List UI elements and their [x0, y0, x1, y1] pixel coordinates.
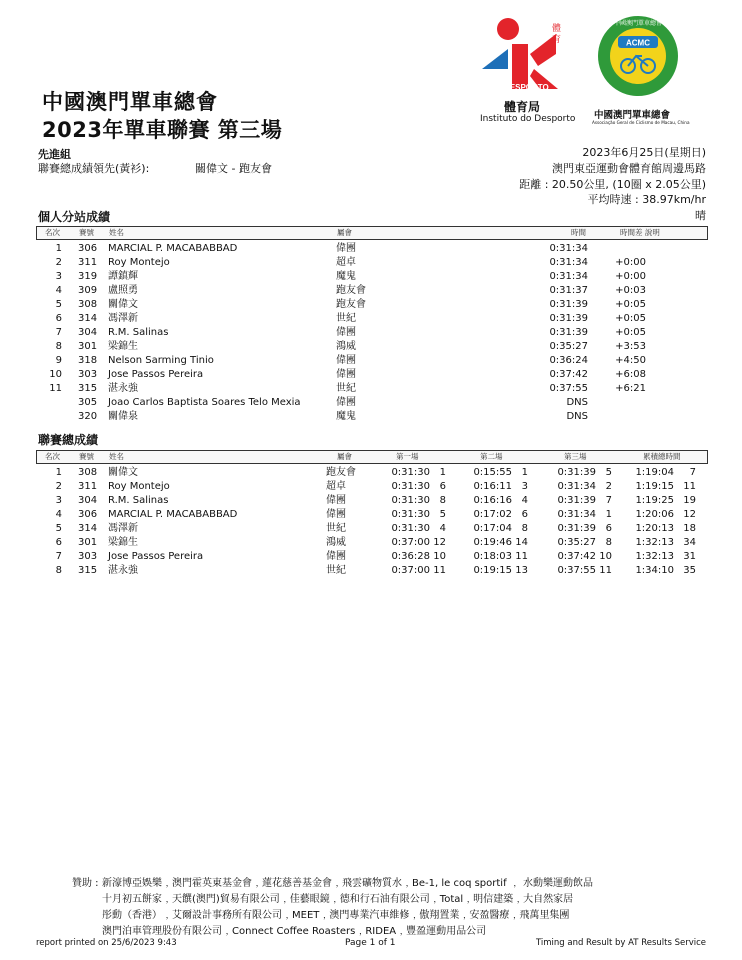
- club-cell: 偉團: [326, 509, 346, 520]
- time-cell: 0:37:55: [549, 383, 588, 394]
- club-cell: 偉團: [326, 495, 346, 506]
- rank-cell: 6: [55, 313, 62, 324]
- club-cell: 跑友會: [336, 285, 366, 296]
- table-row: [36, 382, 706, 396]
- rank-cell: 5: [55, 523, 62, 534]
- individual-header-row: [36, 226, 708, 240]
- col-club: 屬會: [337, 228, 352, 237]
- bib-cell: 304: [78, 495, 98, 506]
- acmc-emblem-icon: [592, 14, 684, 102]
- col-rank: 名次: [45, 228, 60, 237]
- table-row: [36, 326, 706, 340]
- bib-cell: 301: [78, 537, 98, 548]
- round3-place-cell: 6: [605, 523, 612, 534]
- table-row: [36, 312, 706, 326]
- col-round1: 第一場: [396, 452, 419, 461]
- gap-cell: +3:53: [615, 341, 646, 352]
- gap-cell: +0:00: [615, 271, 646, 282]
- col-rank: 名次: [45, 452, 60, 461]
- name-cell: Roy Montejo: [108, 257, 170, 268]
- bib-cell: 309: [78, 285, 98, 296]
- col-gap: 時間差 說明: [620, 228, 660, 237]
- total-time-cell: 1:32:13: [635, 551, 674, 562]
- round2-place-cell: 11: [515, 551, 528, 562]
- bib-cell: 301: [78, 341, 98, 352]
- round2-place-cell: 14: [515, 537, 528, 548]
- col-total: 累積總時間: [643, 452, 681, 461]
- gap-cell: +0:05: [615, 313, 646, 324]
- name-cell: MARCIAL P. MACABABBAD: [108, 509, 238, 520]
- bib-cell: 308: [78, 467, 98, 478]
- name-cell: 馮澤新: [108, 523, 138, 534]
- name-cell: 馮澤新: [108, 313, 138, 324]
- sponsor-line: 彤動（香港）﹐艾爾設計事務所有限公司﹐MEET﹐澳門專業汽車維修﹐傲翔置業﹐安盈醫療﹐飛萬里集團: [102, 910, 570, 921]
- name-cell: 關偉泉: [108, 411, 138, 422]
- leader-value: 關偉文 - 跑友會: [195, 162, 272, 175]
- sponsor-label: 贊助 :: [72, 878, 99, 889]
- league-header-row: [36, 450, 708, 464]
- table-row: [36, 396, 706, 410]
- round3-time-cell: 0:37:55: [557, 565, 596, 576]
- table-row: [36, 270, 706, 284]
- name-cell: 關偉文: [108, 467, 138, 478]
- time-cell: 0:31:37: [549, 285, 588, 296]
- rank-cell: 10: [49, 369, 62, 380]
- total-time-cell: 1:32:13: [635, 537, 674, 548]
- club-cell: 魔鬼: [336, 411, 356, 422]
- rank-cell: 6: [55, 537, 62, 548]
- club-cell: 世紀: [326, 565, 346, 576]
- round3-place-cell: 2: [605, 481, 612, 492]
- rank-cell: 4: [55, 285, 62, 296]
- round3-time-cell: 0:31:34: [557, 509, 596, 520]
- report-printed: report printed on 25/6/2023 9:43: [36, 938, 177, 948]
- round3-time-cell: 0:31:39: [557, 467, 596, 478]
- time-cell: DNS: [566, 397, 588, 408]
- desporto-vertical-label: 體育: [552, 24, 562, 45]
- round3-place-cell: 5: [605, 467, 612, 478]
- round1-place-cell: 4: [439, 523, 446, 534]
- round3-place-cell: 10: [599, 551, 612, 562]
- bib-cell: 306: [78, 243, 98, 254]
- total-time-cell: 1:34:10: [635, 565, 674, 576]
- time-cell: 0:31:39: [549, 299, 588, 310]
- group-label: 先進組: [38, 148, 71, 161]
- rank-cell: 5: [55, 299, 62, 310]
- total-points-cell: 18: [683, 523, 696, 534]
- sponsor-line: 十月初五餅家﹐天饌(澳門)貿易有限公司﹐佳藝眼鏡﹐德和行石油有限公司﹐Total﹐明信建築﹐大自然家居: [102, 894, 574, 905]
- round3-place-cell: 8: [605, 537, 612, 548]
- round2-place-cell: 6: [521, 509, 528, 520]
- col-name: 姓名: [109, 452, 124, 461]
- table-row: [36, 564, 706, 578]
- rank-cell: 4: [55, 509, 62, 520]
- name-cell: 湛永強: [108, 383, 138, 394]
- table-row: [36, 298, 706, 312]
- round1-time-cell: 0:31:30: [391, 509, 430, 520]
- total-points-cell: 12: [683, 509, 696, 520]
- col-round3: 第三場: [564, 452, 587, 461]
- total-points-cell: 34: [683, 537, 696, 548]
- club-cell: 偉團: [336, 397, 356, 408]
- name-cell: 盧照勇: [108, 285, 138, 296]
- round3-time-cell: 0:37:42: [557, 551, 596, 562]
- table-row: [36, 368, 706, 382]
- bib-cell: 311: [78, 257, 98, 268]
- table-row: [36, 284, 706, 298]
- club-cell: 跑友會: [326, 467, 356, 478]
- col-time: 時間: [571, 228, 586, 237]
- title-line-2: 2023年單車聯賽 第三場: [42, 118, 283, 142]
- name-cell: 梁錦生: [108, 537, 138, 548]
- total-points-cell: 31: [683, 551, 696, 562]
- rank-cell: 1: [55, 243, 62, 254]
- race-date: 2023年6月25日(星期日): [582, 146, 706, 159]
- round2-time-cell: 0:15:55: [473, 467, 512, 478]
- acmc-name-cn: 中國澳門單車總會: [594, 110, 671, 121]
- total-points-cell: 7: [689, 467, 696, 478]
- acmc-logo: [592, 14, 690, 125]
- total-time-cell: 1:19:15: [635, 481, 674, 492]
- round2-time-cell: 0:19:15: [473, 565, 512, 576]
- rank-cell: 1: [55, 467, 62, 478]
- table-row: [36, 494, 706, 508]
- round1-time-cell: 0:37:00: [391, 565, 430, 576]
- time-cell: 0:31:39: [549, 327, 588, 338]
- table-row: [36, 480, 706, 494]
- table-row: [36, 550, 706, 564]
- round2-place-cell: 1: [521, 467, 528, 478]
- club-cell: 超卓: [336, 257, 356, 268]
- rank-cell: 11: [49, 383, 62, 394]
- bib-cell: 303: [78, 369, 98, 380]
- round3-time-cell: 0:35:27: [557, 537, 596, 548]
- name-cell: Roy Montejo: [108, 481, 170, 492]
- round1-place-cell: 12: [433, 537, 446, 548]
- club-cell: 偉團: [336, 327, 356, 338]
- bib-cell: 320: [78, 411, 98, 422]
- club-cell: 偉團: [336, 243, 356, 254]
- race-avg-speed: 平均時速 : 38.97km/hr: [587, 193, 706, 206]
- name-cell: Joao Carlos Baptista Soares Telo Mexia: [108, 397, 301, 408]
- club-cell: 偉團: [336, 355, 356, 366]
- bib-cell: 308: [78, 299, 98, 310]
- round1-place-cell: 1: [439, 467, 446, 478]
- round2-time-cell: 0:17:04: [473, 523, 512, 534]
- rank-cell: 3: [55, 495, 62, 506]
- rank-cell: 2: [55, 481, 62, 492]
- table-row: [36, 508, 706, 522]
- round3-time-cell: 0:31:34: [557, 481, 596, 492]
- table-row: [36, 242, 706, 256]
- round2-time-cell: 0:16:11: [473, 481, 512, 492]
- bib-cell: 315: [78, 565, 98, 576]
- bib-cell: 314: [78, 523, 98, 534]
- name-cell: R.M. Salinas: [108, 495, 169, 506]
- table-row: [36, 410, 706, 424]
- sponsor-line: 澳門泊車管理股份有限公司﹐Connect Coffee Roasters﹐RIDEA﹐豐盈運動用品公司: [102, 926, 487, 937]
- rank-cell: 9: [55, 355, 62, 366]
- name-cell: Jose Passos Pereira: [108, 369, 204, 380]
- leader-label: 聯賽總成績領先(黃衫):: [38, 162, 150, 175]
- round1-place-cell: 6: [439, 481, 446, 492]
- table-row: [36, 354, 706, 368]
- title-line-1: 中國澳門單車總會: [42, 90, 218, 114]
- time-cell: 0:31:34: [549, 271, 588, 282]
- time-cell: DNS: [566, 411, 588, 422]
- round2-time-cell: 0:17:02: [473, 509, 512, 520]
- rank-cell: 2: [55, 257, 62, 268]
- time-cell: 0:35:27: [549, 341, 588, 352]
- name-cell: Nelson Sarming Tinio: [108, 355, 214, 366]
- round1-place-cell: 5: [439, 509, 446, 520]
- name-cell: 梁錦生: [108, 341, 138, 352]
- total-time-cell: 1:19:25: [635, 495, 674, 506]
- total-points-cell: 11: [683, 481, 696, 492]
- col-club: 屬會: [337, 452, 352, 461]
- race-distance: 距離 : 20.50公里, (10圈 x 2.05公里): [519, 178, 706, 191]
- round1-time-cell: 0:36:28: [391, 551, 430, 562]
- timing-credit: Timing and Result by AT Results Service: [535, 938, 706, 948]
- race-weather: 晴: [695, 209, 706, 222]
- bib-cell: 311: [78, 481, 98, 492]
- name-cell: MARCIAL P. MACABABBAD: [108, 243, 238, 254]
- bib-cell: 319: [78, 271, 98, 282]
- time-cell: 0:31:34: [549, 257, 588, 268]
- round2-time-cell: 0:19:46: [473, 537, 512, 548]
- acmc-name-pt: Associação Geral de Ciclismo de Macau, China: [592, 120, 690, 125]
- rank-cell: 8: [55, 565, 62, 576]
- round2-place-cell: 8: [521, 523, 528, 534]
- club-cell: 跑友會: [336, 299, 366, 310]
- club-cell: 偉團: [326, 551, 346, 562]
- gap-cell: +6:21: [615, 383, 646, 394]
- page-number: Page 1 of 1: [345, 938, 396, 948]
- club-cell: 偉團: [336, 369, 356, 380]
- club-cell: 鴻威: [326, 537, 346, 548]
- club-cell: 世紀: [336, 383, 356, 394]
- desporto-logo: [478, 14, 576, 124]
- gap-cell: +0:03: [615, 285, 646, 296]
- individual-section-title: 個人分站成績: [38, 210, 111, 224]
- club-cell: 超卓: [326, 481, 346, 492]
- bib-cell: 306: [78, 509, 98, 520]
- total-points-cell: 19: [683, 495, 696, 506]
- table-row: [36, 340, 706, 354]
- round2-place-cell: 3: [521, 481, 528, 492]
- round3-time-cell: 0:31:39: [557, 495, 596, 506]
- club-cell: 世紀: [336, 313, 356, 324]
- league-section-title: 聯賽總成績: [38, 433, 99, 447]
- round3-place-cell: 11: [599, 565, 612, 576]
- desporto-name-pt: Instituto do Desporto: [480, 114, 576, 124]
- rank-cell: 7: [55, 551, 62, 562]
- rank-cell: 7: [55, 327, 62, 338]
- table-row: [36, 522, 706, 536]
- gap-cell: +0:00: [615, 257, 646, 268]
- sponsor-line: 新濠博亞娛樂﹐澳門霍英東基金會﹐蓮花慈善基金會﹐飛雲礦物質水﹐Be-1, le coq sportif ﹐ 水動樂運動飲品: [102, 878, 593, 889]
- round2-time-cell: 0:18:03: [473, 551, 512, 562]
- gap-cell: +4:50: [615, 355, 646, 366]
- round1-time-cell: 0:31:30: [391, 467, 430, 478]
- name-cell: 關偉文: [108, 299, 138, 310]
- bib-cell: 318: [78, 355, 98, 366]
- table-row: [36, 466, 706, 480]
- table-row: [36, 256, 706, 270]
- total-time-cell: 1:20:06: [635, 509, 674, 520]
- round2-place-cell: 13: [515, 565, 528, 576]
- club-cell: 鴻威: [336, 341, 356, 352]
- time-cell: 0:31:34: [549, 243, 588, 254]
- round1-time-cell: 0:37:00: [391, 537, 430, 548]
- rank-cell: 8: [55, 341, 62, 352]
- rank-cell: 3: [55, 271, 62, 282]
- bib-cell: 304: [78, 327, 98, 338]
- bib-cell: 305: [78, 397, 98, 408]
- col-bib: 賽號: [79, 452, 94, 461]
- acmc-ring-text: 中國澳門單車總會: [613, 20, 663, 27]
- acmc-badge-text: ACMC: [626, 38, 650, 48]
- round2-time-cell: 0:16:16: [473, 495, 512, 506]
- name-cell: R.M. Salinas: [108, 327, 169, 338]
- desporto-wordmark: DESPORTO: [504, 83, 549, 92]
- total-time-cell: 1:20:13: [635, 523, 674, 534]
- bib-cell: 315: [78, 383, 98, 394]
- round1-place-cell: 10: [433, 551, 446, 562]
- name-cell: Jose Passos Pereira: [108, 551, 204, 562]
- name-cell: 湛永強: [108, 565, 138, 576]
- desporto-name-cn: 體育局: [504, 100, 541, 114]
- round3-place-cell: 7: [605, 495, 612, 506]
- round3-time-cell: 0:31:39: [557, 523, 596, 534]
- race-venue: 澳門東亞運動會體育館周邊馬路: [552, 162, 706, 175]
- bib-cell: 314: [78, 313, 98, 324]
- time-cell: 0:37:42: [549, 369, 588, 380]
- club-cell: 魔鬼: [336, 271, 356, 282]
- col-bib: 賽號: [79, 228, 94, 237]
- gap-cell: +0:05: [615, 299, 646, 310]
- round1-time-cell: 0:31:30: [391, 495, 430, 506]
- bib-cell: 303: [78, 551, 98, 562]
- round1-place-cell: 8: [439, 495, 446, 506]
- total-points-cell: 35: [683, 565, 696, 576]
- time-cell: 0:36:24: [549, 355, 588, 366]
- col-round2: 第二場: [480, 452, 503, 461]
- club-cell: 世紀: [326, 523, 346, 534]
- round1-place-cell: 11: [433, 565, 446, 576]
- table-row: [36, 536, 706, 550]
- round2-place-cell: 4: [521, 495, 528, 506]
- name-cell: 譚鎮輝: [108, 271, 138, 282]
- round3-place-cell: 1: [605, 509, 612, 520]
- time-cell: 0:31:39: [549, 313, 588, 324]
- round1-time-cell: 0:31:30: [391, 481, 430, 492]
- total-time-cell: 1:19:04: [635, 467, 674, 478]
- col-name: 姓名: [109, 228, 124, 237]
- round1-time-cell: 0:31:30: [391, 523, 430, 534]
- gap-cell: +6:08: [615, 369, 646, 380]
- gap-cell: +0:05: [615, 327, 646, 338]
